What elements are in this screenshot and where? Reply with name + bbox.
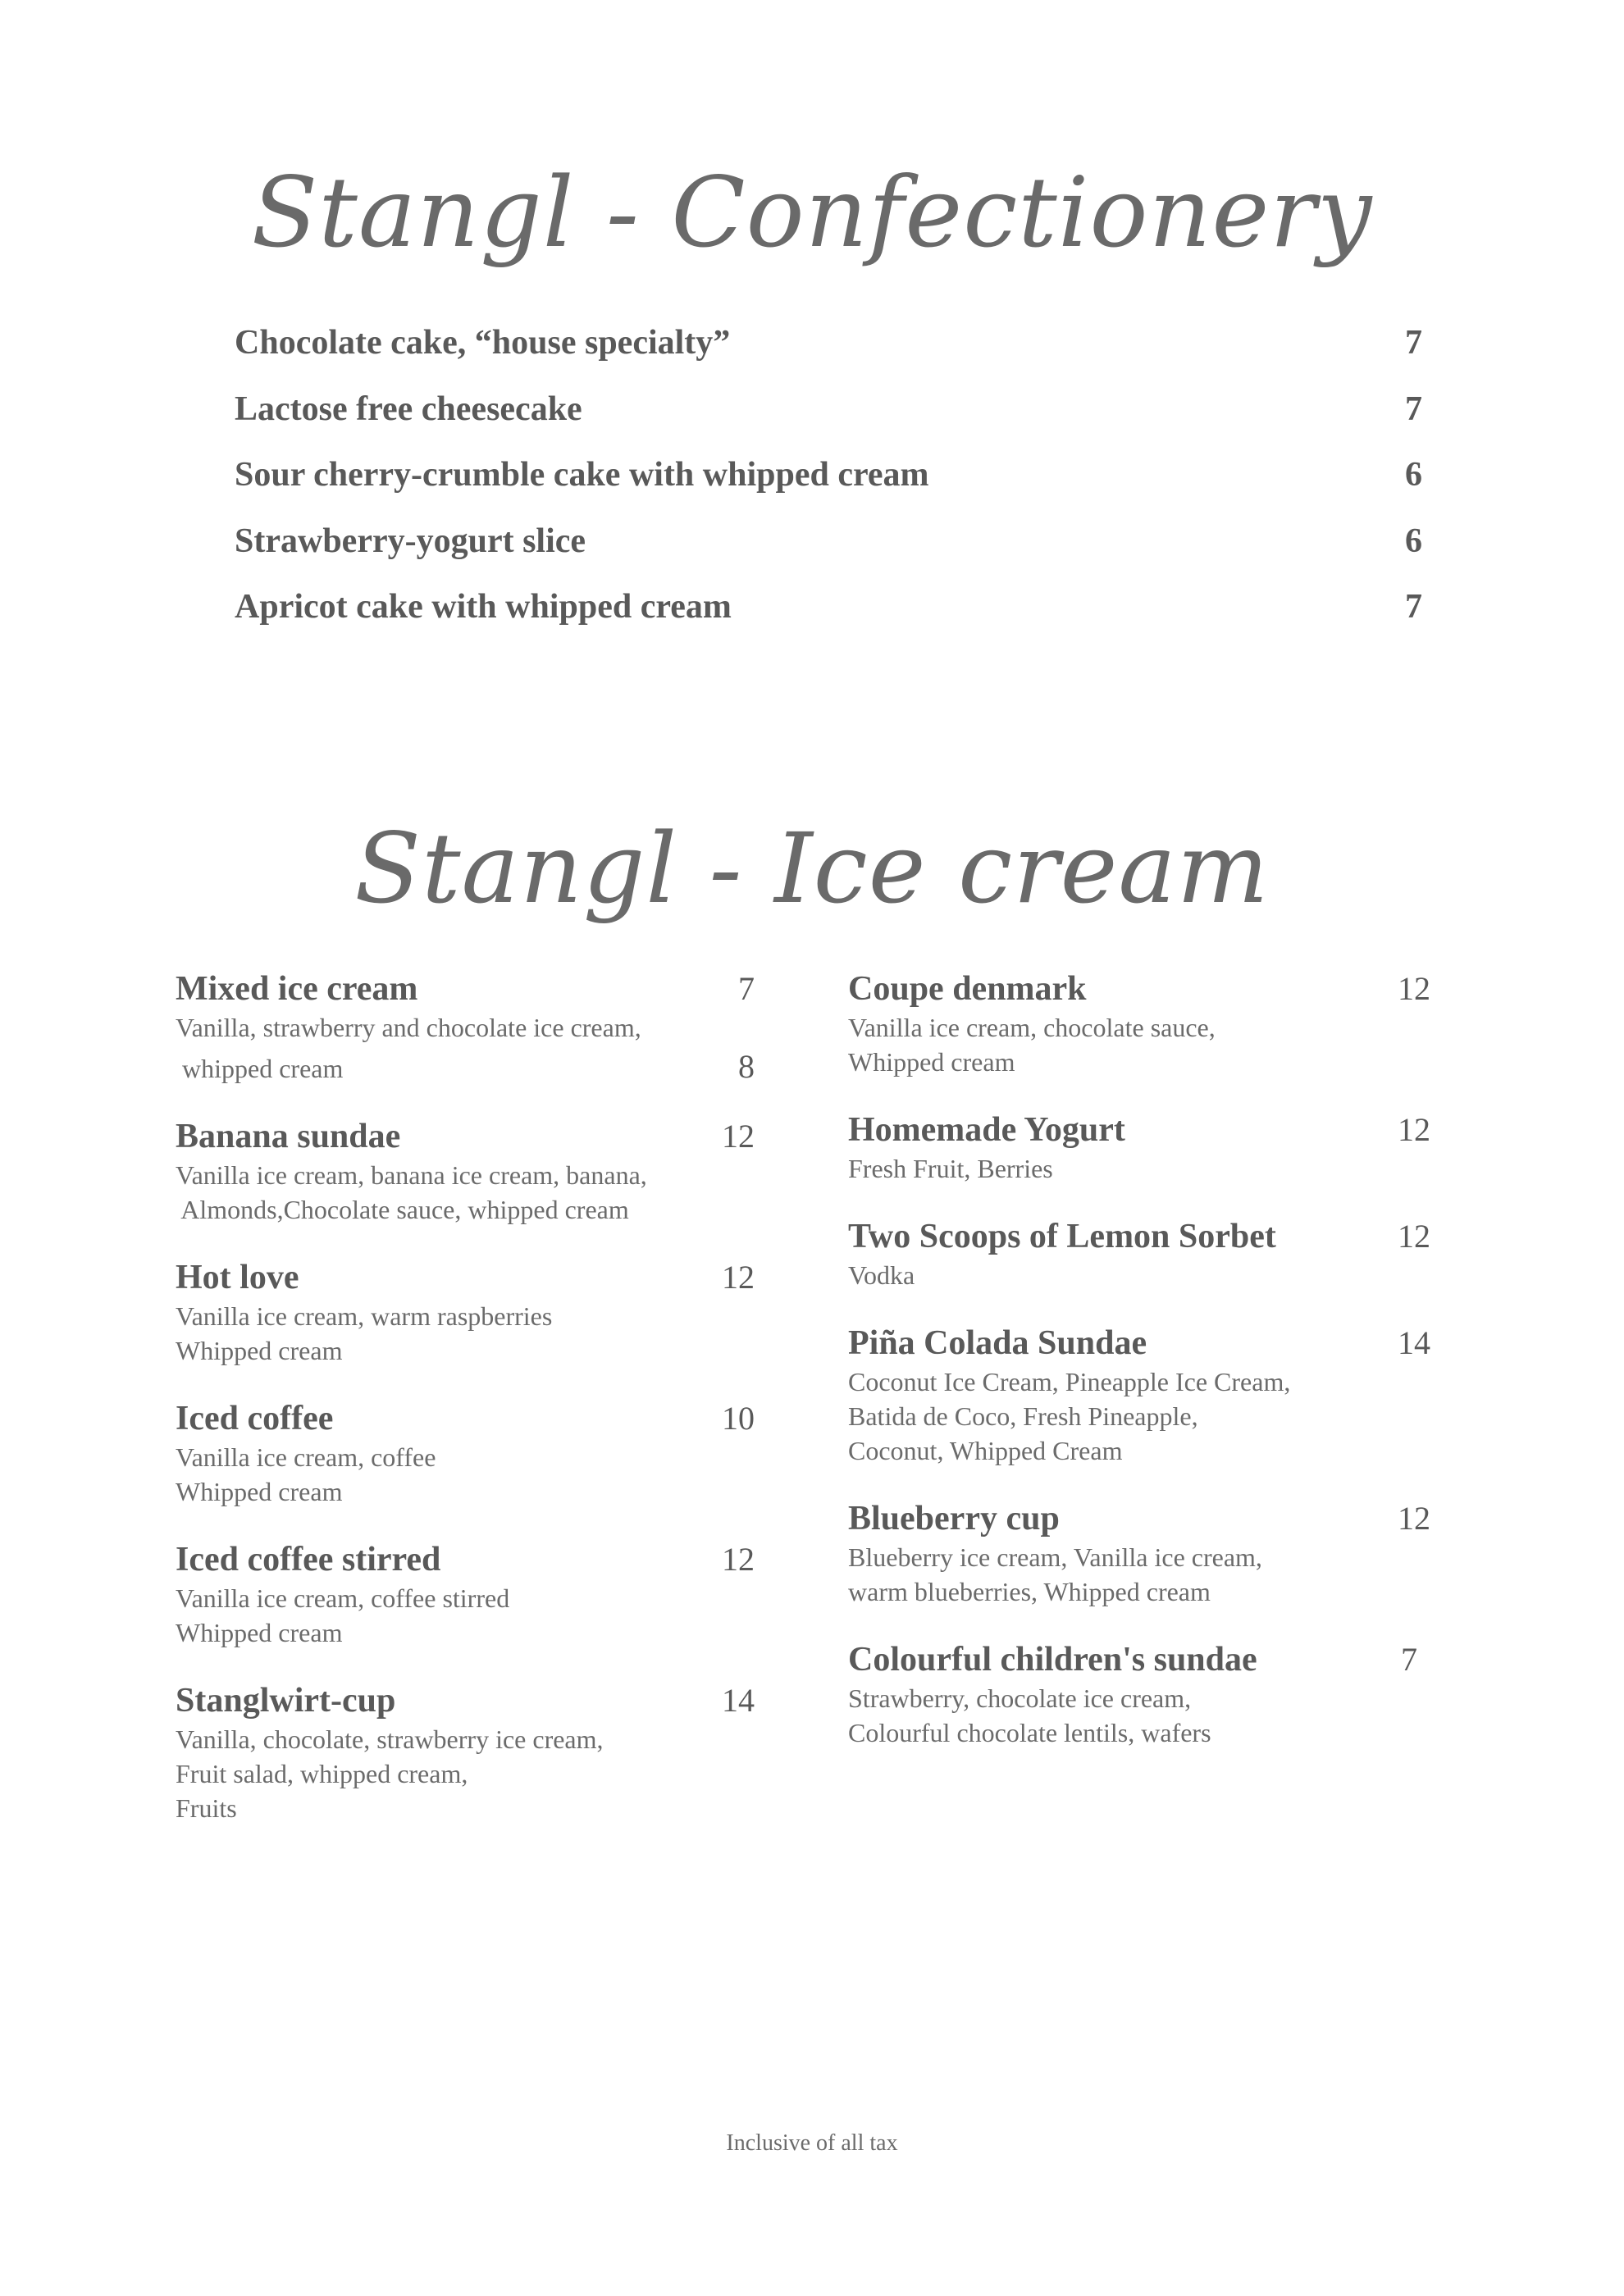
ice-cream-item bbox=[848, 1497, 1430, 1609]
item-description: Vanilla, chocolate, strawberry ice cream, bbox=[176, 1724, 604, 1754]
item-name: Mixed ice cream bbox=[176, 970, 418, 1008]
item-description: warm blueberries, Whipped cream bbox=[848, 1577, 1211, 1606]
ice-cream-item bbox=[848, 1638, 1430, 1750]
item-price: 7 bbox=[1405, 324, 1422, 362]
item-name: Piña Colada Sundae bbox=[848, 1324, 1147, 1362]
item-description: Coconut, Whipped Cream bbox=[848, 1436, 1123, 1465]
item-description: Whipped cream bbox=[848, 1047, 1015, 1077]
item-price: 12 bbox=[722, 1118, 755, 1155]
item-name: Hot love bbox=[176, 1259, 299, 1296]
confectionery-list bbox=[235, 323, 1422, 654]
item-price: 7 bbox=[1401, 1641, 1417, 1678]
item-price: 14 bbox=[722, 1682, 755, 1719]
confectionery-item bbox=[235, 455, 1422, 522]
item-description: Almonds,Chocolate sauce, whipped cream bbox=[176, 1195, 629, 1224]
item-name: Blueberry cup bbox=[848, 1500, 1060, 1538]
item-description: Colourful chocolate lentils, wafers bbox=[848, 1718, 1211, 1747]
item-price: 12 bbox=[722, 1259, 755, 1296]
item-description: Fruits bbox=[176, 1793, 237, 1823]
item-price: 12 bbox=[1398, 1111, 1430, 1148]
item-description: Blueberry ice cream, Vanilla ice cream, bbox=[848, 1542, 1262, 1572]
item-name: Sour cherry-crumble cake with whipped cream bbox=[235, 456, 929, 494]
confectionery-item bbox=[235, 390, 1422, 456]
item-name: Iced coffee bbox=[176, 1400, 334, 1437]
ice-cream-item bbox=[848, 1322, 1430, 1468]
confectionery-item bbox=[235, 587, 1422, 654]
ice-cream-right-column bbox=[848, 968, 1430, 1779]
confectionery-item bbox=[235, 323, 1422, 390]
item-name: Apricot cake with whipped cream bbox=[235, 588, 732, 626]
item-name: Stanglwirt-cup bbox=[176, 1682, 396, 1720]
item-description: Coconut Ice Cream, Pineapple Ice Cream, bbox=[848, 1367, 1291, 1396]
item-price: 12 bbox=[722, 1541, 755, 1578]
ice-cream-item bbox=[176, 1397, 755, 1509]
item-price: 7 bbox=[738, 970, 755, 1007]
extra-line-price: 8 bbox=[738, 1048, 755, 1085]
item-name: Chocolate cake, “house specialty” bbox=[235, 324, 731, 362]
item-price: 10 bbox=[722, 1400, 755, 1437]
item-description: Whipped cream bbox=[176, 1477, 343, 1506]
item-name: Coupe denmark bbox=[848, 970, 1087, 1008]
ice-cream-left-column bbox=[176, 968, 755, 1855]
extra-line-text: whipped cream bbox=[176, 1054, 344, 1083]
item-name: Iced coffee stirred bbox=[176, 1541, 441, 1578]
item-name: Homemade Yogurt bbox=[848, 1111, 1125, 1149]
item-description: Batida de Coco, Fresh Pineapple, bbox=[848, 1401, 1198, 1431]
ice-cream-item bbox=[176, 1538, 755, 1650]
item-description: Vanilla, strawberry and chocolate ice cream, bbox=[176, 1013, 641, 1042]
ice-cream-item bbox=[176, 1256, 755, 1368]
ice-cream-item bbox=[848, 1215, 1430, 1292]
ice-cream-item bbox=[848, 968, 1430, 1079]
confectionery-title: Stangl - Confectionery bbox=[251, 156, 1373, 269]
ice-cream-title: Stangl - Ice cream bbox=[354, 812, 1270, 925]
ice-cream-item bbox=[176, 968, 755, 1086]
item-name: Colourful children's sundae bbox=[848, 1641, 1257, 1679]
item-description: Vanilla ice cream, chocolate sauce, bbox=[848, 1013, 1216, 1042]
item-description: Vodka bbox=[848, 1260, 915, 1290]
item-name: Two Scoops of Lemon Sorbet bbox=[848, 1218, 1276, 1255]
item-description: Fruit salad, whipped cream, bbox=[176, 1759, 468, 1788]
item-price: 12 bbox=[1398, 1218, 1430, 1255]
confectionery-item bbox=[235, 522, 1422, 588]
item-description: Vanilla ice cream, warm raspberries bbox=[176, 1301, 553, 1331]
item-price: 7 bbox=[1405, 390, 1422, 428]
item-price: 12 bbox=[1398, 1500, 1430, 1537]
ice-cream-item bbox=[848, 1109, 1430, 1186]
item-price: 6 bbox=[1405, 456, 1422, 494]
footer-note: Inclusive of all tax bbox=[726, 2130, 898, 2156]
item-description: Vanilla ice cream, banana ice cream, banana, bbox=[176, 1160, 647, 1190]
item-description: Vanilla ice cream, coffee stirred bbox=[176, 1583, 510, 1613]
item-name: Banana sundae bbox=[176, 1118, 401, 1155]
item-name: Lactose free cheesecake bbox=[235, 390, 582, 428]
item-description: Fresh Fruit, Berries bbox=[848, 1154, 1053, 1183]
ice-cream-item bbox=[176, 1115, 755, 1227]
item-name: Strawberry-yogurt slice bbox=[235, 522, 586, 560]
item-description: Whipped cream bbox=[176, 1618, 343, 1647]
item-price: 14 bbox=[1398, 1324, 1430, 1361]
item-price: 12 bbox=[1398, 970, 1430, 1007]
item-extra-line bbox=[176, 1050, 755, 1086]
item-price: 6 bbox=[1405, 522, 1422, 560]
item-description: Whipped cream bbox=[176, 1336, 343, 1365]
item-description: Strawberry, chocolate ice cream, bbox=[848, 1683, 1192, 1713]
ice-cream-item bbox=[176, 1679, 755, 1825]
item-description: Vanilla ice cream, coffee bbox=[176, 1442, 436, 1472]
item-price: 7 bbox=[1405, 588, 1422, 626]
